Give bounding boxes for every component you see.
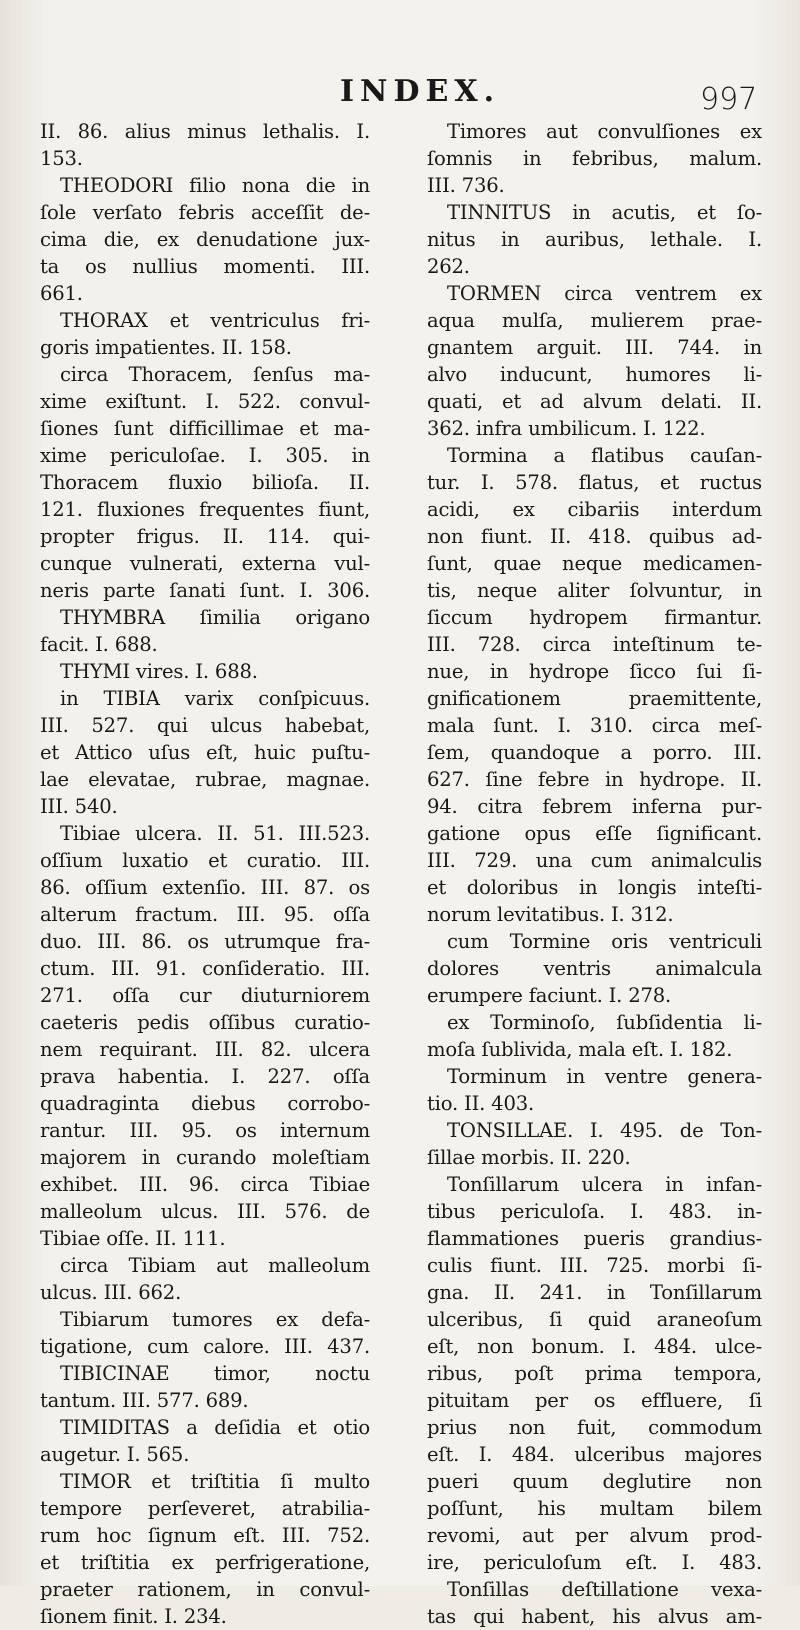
text-line: TONSILLAE. I. 495. de Ton- (447, 1119, 762, 1142)
text-line: lae elevatae, rubrae, magnae. (40, 768, 370, 791)
text-line: gnantem arguit. III. 744. in (427, 336, 762, 359)
text-line: 262. (427, 255, 470, 278)
text-line: cima die, ex denudatione jux- (40, 228, 370, 251)
text-line: THYMI vires. I. 688. (60, 660, 258, 683)
text-line: 94. citra febrem inferna pur- (427, 795, 762, 818)
text-line: Tonſillarum ulcera in infan- (447, 1173, 762, 1196)
text-line: TORMEN circa ventrem ex (447, 282, 762, 305)
text-line: ſomnis in febribus, malum. (427, 147, 762, 170)
text-line: et doloribus in longis inteſti- (427, 876, 762, 899)
text-line: non fiunt. II. 418. quibus ad- (427, 525, 762, 548)
text-line: gna. II. 241. in Tonſillarum (427, 1281, 762, 1304)
text-line: et Attico uſus eſt, huic puſtu- (40, 741, 370, 764)
text-line: majorem in curando moleſtiam (40, 1146, 370, 1169)
text-line: II. 86. alius minus lethalis. I. (40, 120, 370, 143)
text-line: gatione opus eſſe ſignificant. (427, 822, 762, 845)
text-line: rantur. III. 95. os internum (40, 1119, 370, 1142)
text-line: III. 540. (40, 795, 118, 818)
text-line: eſt. I. 484. ulceribus majores (427, 1443, 762, 1466)
text-line: mala ſunt. I. 310. circa meſ- (427, 714, 762, 737)
text-line: THEODORI filio nona die in (60, 174, 370, 197)
text-line: praeter rationem, in convul- (40, 1578, 370, 1601)
text-line: cum Tormine oris ventriculi (447, 930, 762, 953)
right-column (427, 118, 762, 1628)
text-line: Tormina a flatibus cauſan- (447, 444, 762, 467)
text-line: ſillae morbis. II. 220. (427, 1146, 631, 1169)
text-line: rum hoc ſignum eſt. III. 752. (40, 1524, 370, 1547)
text-line: Tonſillas deſtillatione vexa- (447, 1578, 762, 1601)
text-line: ſole verſato febris acceſſit de- (40, 201, 370, 224)
text-line: THORAX et ventriculus fri- (60, 309, 370, 332)
text-line: in TIBIA varix conſpicuus. (60, 687, 370, 710)
text-line: xime periculoſae. I. 305. in (40, 444, 370, 467)
text-line: tigatione, cum calore. III. 437. (40, 1335, 370, 1358)
text-line: Tibiarum tumores ex defa- (60, 1308, 370, 1331)
running-title: INDEX. (340, 74, 501, 109)
page-number: 997 (700, 82, 758, 117)
text-line: 362. infra umbilicum. I. 122. (427, 417, 706, 440)
text-line: tibus periculoſa. I. 483. in- (427, 1200, 762, 1223)
text-line: propter frigus. II. 114. qui- (40, 525, 370, 548)
text-line: cunque vulnerati, externa vul- (40, 552, 370, 575)
text-line: quati, et ad alvum delati. II. (427, 390, 762, 413)
text-line: circa Tibiam aut malleolum (60, 1254, 370, 1277)
text-line: TINNITUS in acutis, et ſo- (447, 201, 762, 224)
text-line: tio. II. 403. (427, 1092, 535, 1115)
text-line: TIMOR et triſtitia ſi multo (60, 1470, 370, 1493)
text-line: xime exiſtunt. I. 522. convul- (40, 390, 370, 413)
text-line: prava habentia. I. 227. oſſa (40, 1065, 370, 1088)
page-header (0, 62, 800, 122)
text-line: nitus in auribus, lethale. I. (427, 228, 762, 251)
text-line: 627. ſine febre in hydrope. II. (427, 768, 762, 791)
text-line: dolores ventris animalcula (427, 957, 762, 980)
text-line: culis fiunt. III. 725. morbi ſi- (427, 1254, 762, 1277)
text-line: 661. (40, 282, 83, 305)
text-line: tas qui habent, his alvus am- (427, 1605, 762, 1628)
text-line: ire, periculoſum eſt. I. 483. (427, 1551, 762, 1574)
text-line: et triſtitia ex perfrigeratione, (40, 1551, 370, 1574)
text-line: quadraginta diebus corrobo- (40, 1092, 370, 1115)
text-line: ſionem finit. I. 234. (40, 1605, 227, 1628)
text-line: poſſunt, his multam bilem (427, 1497, 762, 1520)
text-line: ex Torminoſo, ſubſidentia li- (447, 1011, 762, 1034)
text-line: flammationes pueris grandius- (427, 1227, 762, 1250)
text-line: tur. I. 578. flatus, et ructus (427, 471, 762, 494)
text-line: THYMBRA ſimilia origano (60, 606, 370, 629)
text-line: revomi, aut per alvum prod- (427, 1524, 762, 1547)
text-line: Tibiae ulcera. II. 51. III.523. (60, 822, 370, 845)
text-line: facit. I. 688. (40, 633, 158, 656)
text-line: ſiccum hydropem firmantur. (427, 606, 762, 629)
text-line: ſem, quandoque a porro. III. (427, 741, 762, 764)
text-line: prius non fuit, commodum (427, 1416, 762, 1439)
text-line: aqua mulſa, mulierem prae- (427, 309, 762, 332)
text-line: tempore perſeveret, atrabilia- (40, 1497, 370, 1520)
text-line: goris impatientes. II. 158. (40, 336, 292, 359)
text-line: malleolum ulcus. III. 576. de (40, 1200, 370, 1223)
text-line: ctum. III. 91. conſideratio. III. (40, 957, 370, 980)
text-line: nem requirant. III. 82. ulcera (40, 1038, 370, 1061)
text-line: alterum fractum. III. 95. oſſa (40, 903, 370, 926)
text-line: ſiones ſunt difficillimae et ma- (40, 417, 370, 440)
text-line: 271. oſſa cur diuturniorem (40, 984, 370, 1007)
text-line: ribus, poſt prima tempora, (427, 1362, 762, 1385)
text-line: nue, in hydrope ſicco ſui ſi- (427, 660, 762, 683)
text-line: exhibet. III. 96. circa Tibiae (40, 1173, 370, 1196)
text-line: alvo inducunt, humores li- (427, 363, 762, 386)
text-line: TIMIDITAS a deſidia et otio (60, 1416, 370, 1439)
text-line: Thoracem fluxio bilioſa. II. (40, 471, 370, 494)
text-line: Tibiae oſſe. II. 111. (40, 1227, 226, 1250)
text-line: pueri quum deglutire non (427, 1470, 762, 1493)
text-line: 121. fluxiones frequentes fiunt, (40, 498, 370, 521)
text-line: ta os nullius momenti. III. (40, 255, 370, 278)
text-line: Timores aut convulſiones ex (447, 120, 762, 143)
text-line: norum levitatibus. I. 312. (427, 903, 674, 926)
text-line: ulcus. III. 662. (40, 1281, 182, 1304)
left-column (40, 118, 370, 1628)
text-line: tantum. III. 577. 689. (40, 1389, 249, 1412)
text-line: III. 729. una cum animalculis (427, 849, 762, 872)
text-line: gnificationem praemittente, (427, 687, 762, 710)
text-line: 86. oſſium extenſio. III. 87. os (40, 876, 370, 899)
text-line: caeteris pedis oſſibus curatio- (40, 1011, 370, 1034)
text-line: augetur. I. 565. (40, 1443, 190, 1466)
text-line: acidi, ex cibariis interdum (427, 498, 762, 521)
text-line: eſt, non bonum. I. 484. ulce- (427, 1335, 762, 1358)
text-line: oſſium luxatio et curatio. III. (40, 849, 370, 872)
text-line: neris parte ſanati ſunt. I. 306. (40, 579, 370, 602)
text-line: Torminum in ventre genera- (447, 1065, 762, 1088)
text-line: ulceribus, ſi quid araneoſum (427, 1308, 762, 1331)
text-line: tis, neque aliter ſolvuntur, in (427, 579, 762, 602)
text-line: III. 736. (427, 174, 505, 197)
text-line: erumpere faciunt. I. 278. (427, 984, 672, 1007)
text-line: 153. (40, 147, 83, 170)
text-line: TIBICINAE timor, noctu (60, 1362, 370, 1385)
text-line: ſunt, quae neque medicamen- (427, 552, 762, 575)
text-line: circa Thoracem, ſenſus ma- (60, 363, 370, 386)
text-line: duo. III. 86. os utrumque fra- (40, 930, 370, 953)
text-line: moſa ſublivida, mala eſt. I. 182. (427, 1038, 733, 1061)
text-line: III. 728. circa inteſtinum te- (427, 633, 762, 656)
text-line: pituitam per os effluere, ſi (427, 1389, 762, 1412)
text-line: III. 527. qui ulcus habebat, (40, 714, 370, 737)
